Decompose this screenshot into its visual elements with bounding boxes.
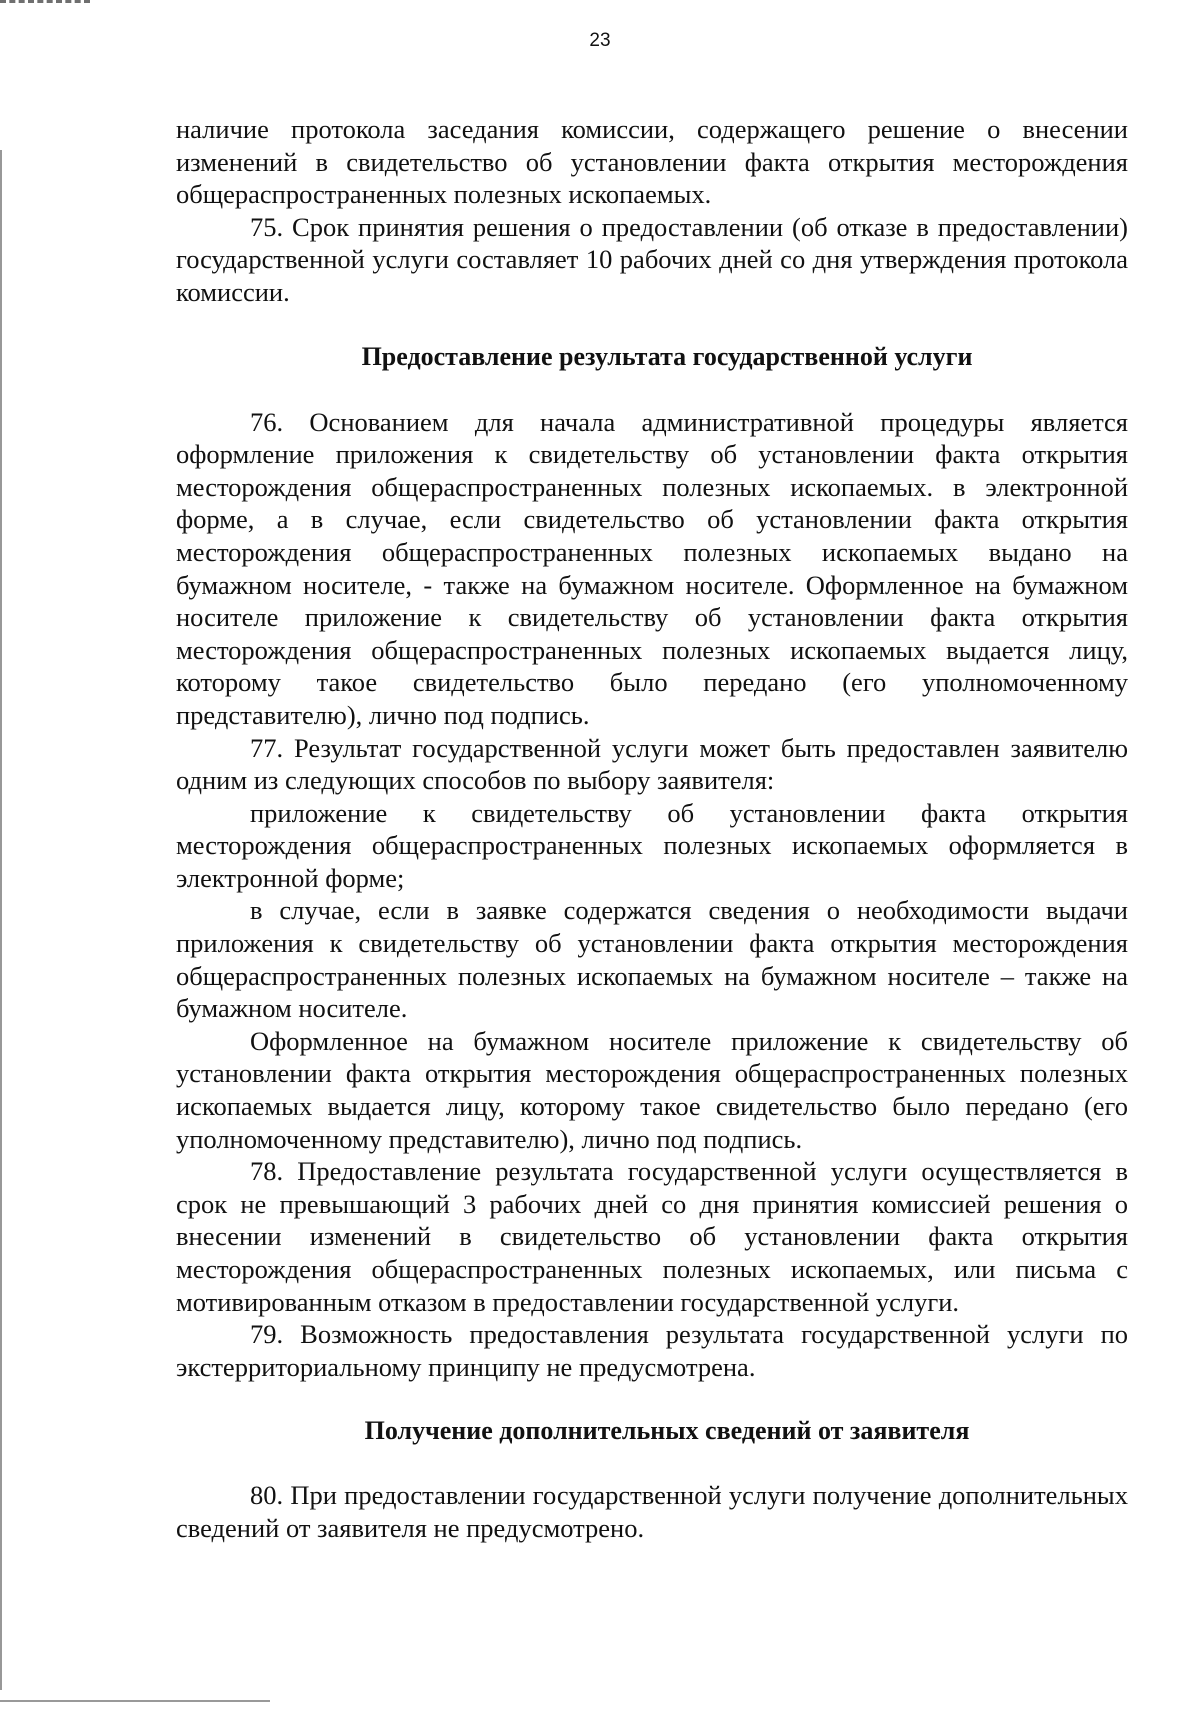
paragraph-77: 77. Результат государственной услуги может быть предоставлен заявителю одним из следующих способов по выбору заявителя: [176,732,1128,796]
section-heading-result: Предоставление результата государственной услуги [361,341,973,371]
paragraph-75: 75. Срок принятия решения о предоставлении (об отказе в предоставлении) государственной услуги составляет 10 рабочих дней со дня утверждения протокола комиссии. [176,211,1128,307]
scan-artifact-top [0,0,90,7]
paragraph-76: 76. Основанием для начала административной процедуры является оформление приложения к свидетельству об установлении факта открытия месторождения общераспространенных полезных ископаемых. в электронной форме, а в случае, если свидетельство об установлении факта открытия месторождения общераспространенных полезных ископаемых выдано на бумажном носителе, - также на бумажном носителе. Оформленное на бумажном носителе приложение к свидетельству об установлении факта открытия месторождения общераспространенных полезных ископаемых выдается лицу, которому такое свидетельство было передано (его уполномоченному представителю), лично под подпись. [176,406,1128,730]
page-number: 23 [589,30,611,51]
scan-artifact-bottom [0,1700,270,1704]
paragraph-continuation: наличие протокола заседания комиссии, содержащего решение о внесении изменений в свидетельство об установлении факта открытия месторождения общераспространенных полезных ископаемых. [176,114,1128,210]
paragraph-77-option-electronic: приложение к свидетельству об установлении факта открытия месторождения общераспространенных полезных ископаемых оформляется в электронной форме; [176,797,1128,893]
scan-artifact-left-edge [0,150,5,1690]
paragraph-77-option-paper: в случае, если в заявке содержатся сведения о необходимости выдачи приложения к свидетельству об установлении факта открытия месторождения общераспространенных полезных ископаемых на бумажном носителе – также на бумажном носителе. [176,895,1128,1024]
paragraph-77-issuance: Оформленное на бумажном носителе приложение к свидетельству об установлении факта открытия месторождения общераспространенных полезных ископаемых выдается лицу, которому такое свидетельство было передано (его уполномоченному представителю), лично под подпись. [176,1025,1128,1154]
paragraph-78: 78. Предоставление результата государственной услуги осуществляется в срок не превышающий 3 рабочих дней со дня принятия комиссией решения о внесении изменений в свидетельство об установлении факта открытия месторождения общераспространенных полезных ископаемых, или письма с мотивированным отказом в предоставлении государственной услуги. [176,1156,1128,1317]
paragraph-79: 79. Возможность предоставления результата государственной услуги по экстерриториальному принципу не предусмотрена. [176,1319,1128,1382]
section-heading-additional-info: Получение дополнительных сведений от заявителя [364,1416,970,1446]
paragraph-80: 80. При предоставлении государственной услуги получение дополнительных сведений от заявителя не предусмотрено. [176,1480,1128,1543]
document-body [176,113,1128,1545]
